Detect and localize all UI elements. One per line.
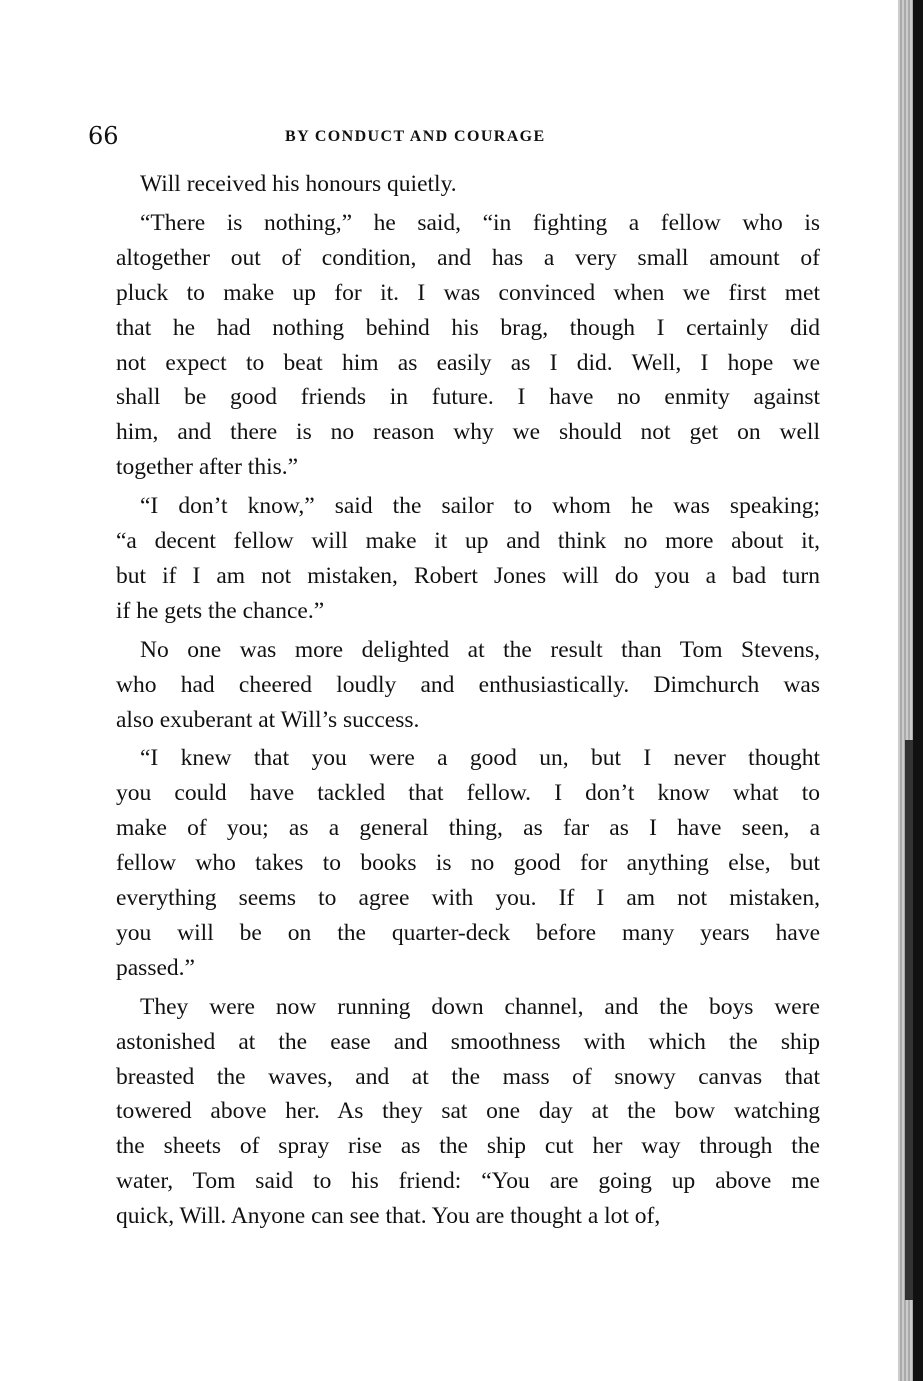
page-number: 66 — [88, 122, 119, 150]
page-edge-shadow — [905, 740, 913, 1300]
text-line: but if I am not mistaken, Robert Jones will do you a bad turn — [116, 562, 820, 589]
text-line: not expect to beat him as easily as I did. Well, I hope we — [116, 349, 820, 376]
text-line: pluck to make up for it. I was convinced when we first met — [116, 279, 820, 306]
text-line: towered above her. As they sat one day at the bow watching — [116, 1098, 820, 1125]
text-line: the sheets of spray rise as the ship cut her way through the — [116, 1133, 820, 1160]
text-line: “I don’t know,” said the sailor to whom he was speaking; — [140, 493, 820, 520]
text-line: that he had nothing behind his brag, though I certainly did — [116, 314, 820, 341]
text-line: also exuberant at Will’s success. — [116, 706, 420, 733]
text-line: No one was more delighted at the result than Tom Stevens, — [140, 636, 820, 663]
text-line: if he gets the chance.” — [116, 597, 325, 624]
text-line: everything seems to agree with you. If I am not mistaken, — [116, 885, 820, 911]
text-line: make of you; as a general thing, as far as I have seen, a — [116, 815, 820, 842]
text-line: “There is nothing,” he said, “in fighting a fellow who is — [140, 209, 820, 236]
text-line: “I knew that you were a good un, but I never thought — [140, 745, 820, 772]
text-line: astonished at the ease and smoothness with which the ship — [116, 1028, 820, 1055]
text-line: “a decent fellow will make it up and think no more about it, — [116, 528, 820, 554]
text-line: who had cheered loudly and enthusiastically. Dimchurch was — [116, 671, 820, 698]
text-line: water, Tom said to his friend: “You are going up above me — [116, 1168, 820, 1195]
text-line: Will received his honours quietly. — [140, 171, 457, 197]
text-line: They were now running down channel, and the boys were — [140, 993, 820, 1020]
text-line: breasted the waves, and at the mass of snowy canvas that — [116, 1063, 820, 1090]
page-edge-dark — [913, 0, 923, 1381]
text-line: you will be on the quarter-deck before many years have — [116, 919, 820, 946]
text-line: together after this.” — [116, 454, 299, 481]
running-title: BY CONDUCT AND COURAGE — [285, 128, 546, 145]
text-line: him, and there is no reason why we should not get on well — [116, 419, 820, 446]
text-line: quick, Will. Anyone can see that. You are thought a lot of, — [116, 1203, 661, 1230]
text-line: you could have tackled that fellow. I don’t know what to — [116, 780, 820, 807]
text-line: shall be good friends in future. I have no enmity against — [116, 384, 820, 411]
text-line: passed.” — [116, 954, 195, 981]
text-line: fellow who takes to books is no good for anything else, but — [116, 850, 820, 877]
text-line: altogether out of condition, and has a very small amount of — [116, 244, 820, 271]
